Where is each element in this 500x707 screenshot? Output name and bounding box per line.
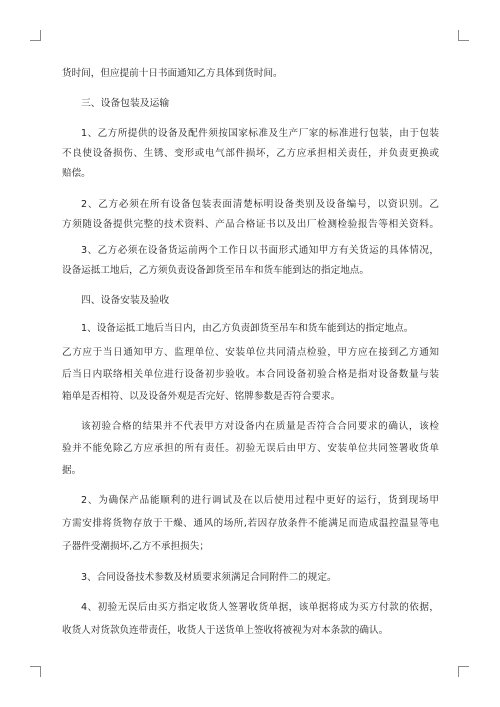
text-line: 设备运抵工地后，乙方须负责设备卸货至吊车和货车能到达的指定地点。 — [62, 265, 369, 276]
text-line: 4、初验无误后由买方指定收货人签署收货单据，该单据将成为买方付款的依据， — [81, 602, 439, 613]
text-line: 箱单是否相符、以及设备外观是否完好、铭牌参数是否符合要求。 — [62, 391, 341, 402]
text-line: 不良使设备损伤、生锈、变形或电气部件损坏，乙方应承担相关责任，并负责更换或 — [62, 148, 439, 159]
crop-mark-bottom-right — [458, 666, 469, 677]
text-line: 方需安排将货物存放于干燥、通风的场所,若因存放条件不能满足而造成温控温显等电 — [62, 518, 439, 529]
text-line: 收货人对货款负连带责任，收货人于送货单上签收将被视为对本条款的确认。 — [62, 625, 389, 636]
text-line: 2、为确保产品能顺利的进行调试及在以后使用过程中更好的运行，货到现场甲 — [81, 495, 439, 506]
crop-mark-top-right — [458, 30, 469, 41]
text-line: 该初验合格的结果并不代表甲方对设备内在质量是否符合合同要求的确认，该检 — [81, 421, 439, 432]
text-line: 验并不能免除乙方应承担的所有责任。初验无误后由甲方、安装单位共同签署收货单 — [62, 443, 439, 454]
text-line: 据。 — [62, 465, 82, 476]
text-line: 后当日内联络相关单位进行设备初步验收。本合同设备初验合格是指对设备数量与装 — [62, 369, 439, 380]
crop-mark-bottom-left — [30, 666, 41, 677]
section-heading-installation: 四、设备安装及验收 — [81, 295, 170, 306]
text-line: 乙方应于当日通知甲方、监理单位、安装单位共同清点检验，甲方应在接到乙方通知 — [62, 347, 439, 358]
crop-mark-top-left — [30, 30, 41, 41]
text-line: 3、乙方必须在设备货运前两个工作日以书面形式通知甲方有关货运的具体情况， — [81, 245, 439, 256]
text-line: 赔偿。 — [62, 168, 91, 179]
text-line: 子器件受潮损坏,乙方不承担损失； — [62, 541, 209, 552]
text-line: 2、乙方必须在所有设备包装表面清楚标明设备类别及设备编号，以资识别。乙 — [81, 199, 439, 210]
text-line: 3、合同设备技术参数及材质要求须满足合同附件二的规定。 — [81, 572, 337, 583]
text-line: 方须随设备提供完整的技术资料、产品合格证书以及出厂检测检验报告等相关资料。 — [62, 219, 439, 230]
text-line: 1、设备运抵工地后当日内，由乙方负责卸货至吊车和货车能到达的指定地点。 — [81, 323, 414, 334]
text-line: 1、乙方所提供的设备及配件须按国家标准及生产厂家的标准进行包装，由于包装 — [81, 128, 439, 139]
section-heading-packaging: 三、设备包装及运输 — [81, 98, 170, 109]
text-line: 货时间，但应提前十日书面通知乙方具体到货时间。 — [62, 68, 283, 79]
